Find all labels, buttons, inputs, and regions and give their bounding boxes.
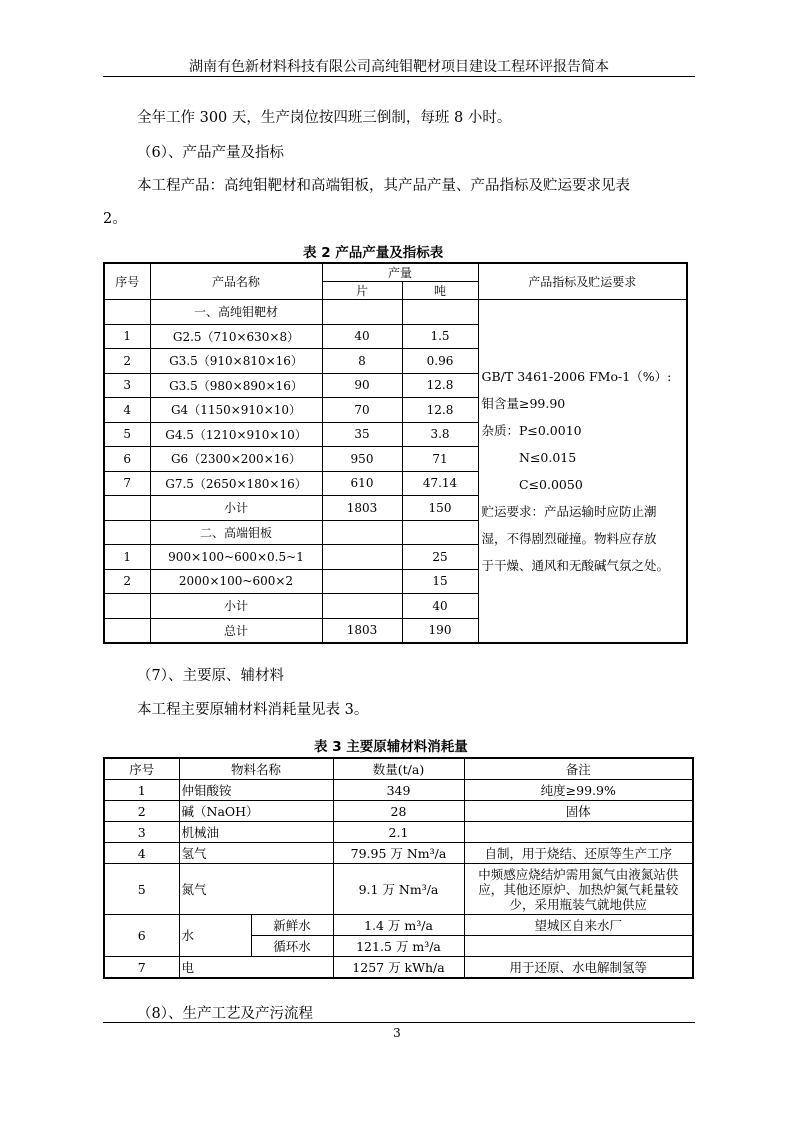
spec-line: C≤0.0050 xyxy=(481,477,583,492)
row-name: G2.5（710×630×8） xyxy=(150,324,322,349)
row-tons: 12.8 xyxy=(402,373,478,398)
row-name: 2000×100~600×2 xyxy=(150,569,322,594)
group-label: 一、高纯钼靶材 xyxy=(150,300,322,325)
row-subname: 循环水 xyxy=(251,936,333,957)
page-header: 湖南有色新材料科技有限公司高纯钼靶材项目建设工程环评报告简本 xyxy=(189,59,609,75)
table-row xyxy=(104,864,693,915)
row-no: 1 xyxy=(104,545,150,570)
table-row xyxy=(104,780,693,801)
row-tons: 25 xyxy=(402,545,478,570)
spec-line: 湿，不得剧烈碰撞。物料应存放 xyxy=(481,531,657,546)
row-qty: 28 xyxy=(333,801,464,822)
row-pieces: 610 xyxy=(322,471,402,496)
table-row xyxy=(104,822,693,843)
row-pieces xyxy=(322,520,402,545)
header-no: 序号 xyxy=(104,758,179,780)
row-qty: 2.1 xyxy=(333,822,464,843)
row-no xyxy=(104,520,150,545)
row-pieces xyxy=(322,594,402,619)
row-name: G3.5（910×810×16） xyxy=(150,349,322,374)
row-qty: 349 xyxy=(333,780,464,801)
row-no: 6 xyxy=(104,447,150,472)
row-name: G3.5（980×890×16） xyxy=(150,373,322,398)
footer-rule xyxy=(103,1022,695,1023)
row-note: 中频感应烧结炉需用氮气由液氮站供应，其他还原炉、加热炉氮气耗量较少，采用瓶装气就地供应 xyxy=(464,864,693,915)
row-tons: 47.14 xyxy=(402,471,478,496)
row-tons: 190 xyxy=(402,618,478,643)
row-qty: 79.95 万 Nm³/a xyxy=(333,843,464,864)
row-name: 碱（NaOH） xyxy=(179,801,333,822)
group-cell xyxy=(402,300,478,325)
row-qty: 1257 万 kWh/a xyxy=(333,957,464,979)
row-tons: 40 xyxy=(402,594,478,619)
row-tons: 0.96 xyxy=(402,349,478,374)
row-pieces: 40 xyxy=(322,324,402,349)
row-note: 用于还原、水电解制氢等 xyxy=(464,957,693,979)
group-cell xyxy=(322,300,402,325)
spec-line: N≤0.015 xyxy=(481,450,577,465)
header-name: 产品名称 xyxy=(150,263,322,300)
header-tons: 吨 xyxy=(402,282,478,300)
row-name: 900×100~600×0.5~1 xyxy=(150,545,322,570)
row-no: 7 xyxy=(104,957,179,979)
header-no: 序号 xyxy=(104,263,150,300)
row-no: 2 xyxy=(104,569,150,594)
row-name: 小计 xyxy=(150,594,322,619)
paragraph-products-line2: 2。 xyxy=(103,211,127,227)
row-name: G7.5（2650×180×16） xyxy=(150,471,322,496)
row-qty: 121.5 万 m³/a xyxy=(333,936,464,957)
row-tons: 3.8 xyxy=(402,422,478,447)
row-subname: 新鲜水 xyxy=(251,915,333,936)
row-note xyxy=(464,822,693,843)
header-pieces: 片 xyxy=(322,282,402,300)
header-spec: 产品指标及贮运要求 xyxy=(478,263,687,300)
row-pieces: 90 xyxy=(322,373,402,398)
row-note: 纯度≥99.9% xyxy=(464,780,693,801)
product-output-table xyxy=(103,262,688,644)
spec-line: GB/T 3461-2006 FMo-1（%）: xyxy=(481,369,672,384)
row-note: 自制，用于烧结、还原等生产工序 xyxy=(464,843,693,864)
row-note: 固体 xyxy=(464,801,693,822)
row-no: 6 xyxy=(104,915,179,957)
row-name: 仲钼酸铵 xyxy=(179,780,333,801)
row-name: 氢气 xyxy=(179,843,333,864)
row-no: 2 xyxy=(104,801,179,822)
row-no: 2 xyxy=(104,349,150,374)
row-name: 总计 xyxy=(150,618,322,643)
spec-line: 于干燥、通风和无酸碱气氛之处。 xyxy=(481,558,670,573)
row-no: 5 xyxy=(104,422,150,447)
row-name: 小计 xyxy=(150,496,322,521)
section-heading-7: （7）、主要原、辅材料 xyxy=(137,668,284,684)
row-no xyxy=(104,594,150,619)
header-rule xyxy=(103,76,695,77)
row-no: 1 xyxy=(104,780,179,801)
row-no: 3 xyxy=(104,373,150,398)
row-name: 水 xyxy=(179,915,251,957)
row-no: 4 xyxy=(104,843,179,864)
row-no: 1 xyxy=(104,324,150,349)
row-tons: 150 xyxy=(402,496,478,521)
header-name: 物料名称 xyxy=(179,758,333,780)
section-heading-6: （6）、产品产量及指标 xyxy=(137,145,284,161)
row-tons: 12.8 xyxy=(402,398,478,423)
row-name: G4.5（1210×910×10） xyxy=(150,422,322,447)
row-name: 电 xyxy=(179,957,333,979)
spec-line: 贮运要求：产品运输时应防止潮 xyxy=(481,504,657,519)
row-name: G6（2300×200×16） xyxy=(150,447,322,472)
page-number: 3 xyxy=(393,1026,401,1040)
materials-table xyxy=(103,757,694,979)
table-row xyxy=(104,801,693,822)
row-qty: 1.4 万 m³/a xyxy=(333,915,464,936)
row-no: 7 xyxy=(104,471,150,496)
row-tons: 1.5 xyxy=(402,324,478,349)
table2-caption: 表 2 产品产量及指标表 xyxy=(303,245,444,261)
row-name: G4（1150×910×10） xyxy=(150,398,322,423)
row-pieces: 35 xyxy=(322,422,402,447)
spec-line: 杂质：P≤0.0010 xyxy=(481,423,582,438)
row-tons: 15 xyxy=(402,569,478,594)
row-tons: 71 xyxy=(402,447,478,472)
header-output: 产量 xyxy=(322,263,478,282)
row-name: 氮气 xyxy=(179,864,333,915)
spec-cell xyxy=(478,300,687,644)
section-heading-8: （8）、生产工艺及产污流程 xyxy=(137,1006,313,1022)
row-qty: 9.1 万 Nm³/a xyxy=(333,864,464,915)
row-pieces: 1803 xyxy=(322,618,402,643)
paragraph-products-line1: 本工程产品：高纯钼靶材和高端钼板，其产品产量、产品指标及贮运要求见表 xyxy=(137,178,630,194)
row-pieces: 1803 xyxy=(322,496,402,521)
row-name: 机械油 xyxy=(179,822,333,843)
table-row xyxy=(104,843,693,864)
group-label: 二、高端钼板 xyxy=(150,520,322,545)
row-no xyxy=(104,618,150,643)
row-note xyxy=(464,936,693,957)
row-note: 望城区自来水厂 xyxy=(464,915,693,936)
paragraph-materials: 本工程主要原辅材料消耗量见表 3。 xyxy=(137,702,369,718)
row-pieces: 8 xyxy=(322,349,402,374)
row-pieces xyxy=(322,545,402,570)
row-no: 3 xyxy=(104,822,179,843)
row-tons xyxy=(402,520,478,545)
row-pieces: 950 xyxy=(322,447,402,472)
table-row xyxy=(104,915,693,936)
header-note: 备注 xyxy=(464,758,693,780)
table-row xyxy=(104,957,693,979)
row-no xyxy=(104,496,150,521)
spec-line: 钼含量≥99.90 xyxy=(481,396,566,411)
paragraph-work-schedule: 全年工作 300 天，生产岗位按四班三倒制，每班 8 小时。 xyxy=(137,110,512,126)
row-pieces: 70 xyxy=(322,398,402,423)
header-qty: 数量(t/a) xyxy=(333,758,464,780)
group-cell xyxy=(104,300,150,325)
row-no: 4 xyxy=(104,398,150,423)
row-no: 5 xyxy=(104,864,179,915)
table3-caption: 表 3 主要原辅材料消耗量 xyxy=(314,739,468,755)
row-pieces xyxy=(322,569,402,594)
